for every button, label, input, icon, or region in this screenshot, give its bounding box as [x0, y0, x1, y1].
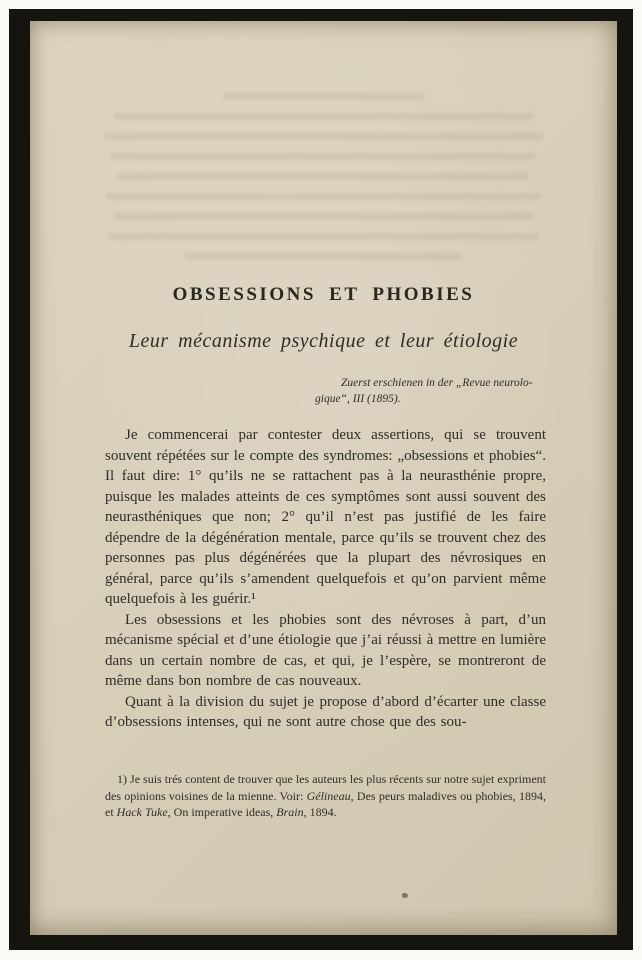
ghost-text-line — [223, 93, 423, 100]
ghost-text-line — [104, 133, 543, 140]
body-paragraph-1: Je commencerai par contester deux assertions, qui se trouvent souvent répétées sur le compte des syndromes: „obsessions et phobies“. Il faut dire: 1° qu’ils ne se rattachent pas à la neurasthénie propre, puisque les malades atteints de ces symptômes sont aussi souvent des neurasthéniques que non; 2° qu’il n’est pas justifié de les faire dépendre de la dégénération mentale, parce qu’ils se trouvent chez des personnes pas plus dégénérées que la plupart des névrosiques en général, parce qu’ils s’amendent quelquefois et qu’on parvient même quelquefois à les guérir.¹ — [105, 427, 546, 607]
bleedthrough-text-ghost — [85, 93, 562, 273]
body-text — [105, 425, 546, 733]
book-page — [30, 21, 617, 935]
publication-note-line2: gique“, III (1895). — [315, 392, 401, 405]
page-title: OBSESSIONS ET PHOBIES — [172, 284, 475, 305]
footnote-segment: , On imperative ideas, — [167, 805, 277, 819]
ink-speck — [402, 893, 408, 898]
footnote-segment: Hack Tuke — [116, 805, 168, 819]
ghost-text-line — [185, 253, 462, 260]
footnote — [105, 771, 546, 821]
ghost-text-line — [109, 233, 538, 240]
ghost-text-line — [118, 173, 528, 180]
footnote-segment: Brain — [276, 805, 304, 819]
ghost-text-line — [114, 113, 534, 120]
footnote-segment: 1) Je suis trés content de trouver que les auteurs les plus récents sur notre sujet expriment des opinions voisines de la mienne. Voir: — [105, 772, 546, 803]
page-subtitle: Leur mécanisme psychique et leur étiologie — [128, 330, 519, 352]
footnote-text — [105, 771, 546, 821]
body-paragraph-2: Les obsessions et les phobies sont des névroses à part, d’un mécanisme spécial et d’une étiologie que j’ai réussi à mettre en lumière dans un certain nombre de cas, et qui, je l’espère, se montreront de même dans bon nombre de cas nouveaux. — [105, 611, 546, 689]
ghost-text-line — [106, 193, 540, 200]
ghost-text-line — [114, 213, 534, 220]
footnote-segment: Gélineau — [306, 788, 351, 803]
ghost-text-line — [111, 153, 536, 160]
footnote-segment: , 1894. — [303, 805, 337, 819]
publication-note — [315, 376, 567, 407]
footnote-segment: , Des peurs maladives ou phobies, 1894, et — [105, 788, 547, 819]
body-paragraph-3: Quant à la division du sujet je propose d’abord d’écarter une classe d’obsessions intenses, qui ne sont autre chose que des sou- — [105, 693, 546, 730]
scan-background-frame — [9, 9, 633, 950]
publication-note-line1: Zuerst erschienen in der „Revue neurolo- — [341, 377, 533, 389]
